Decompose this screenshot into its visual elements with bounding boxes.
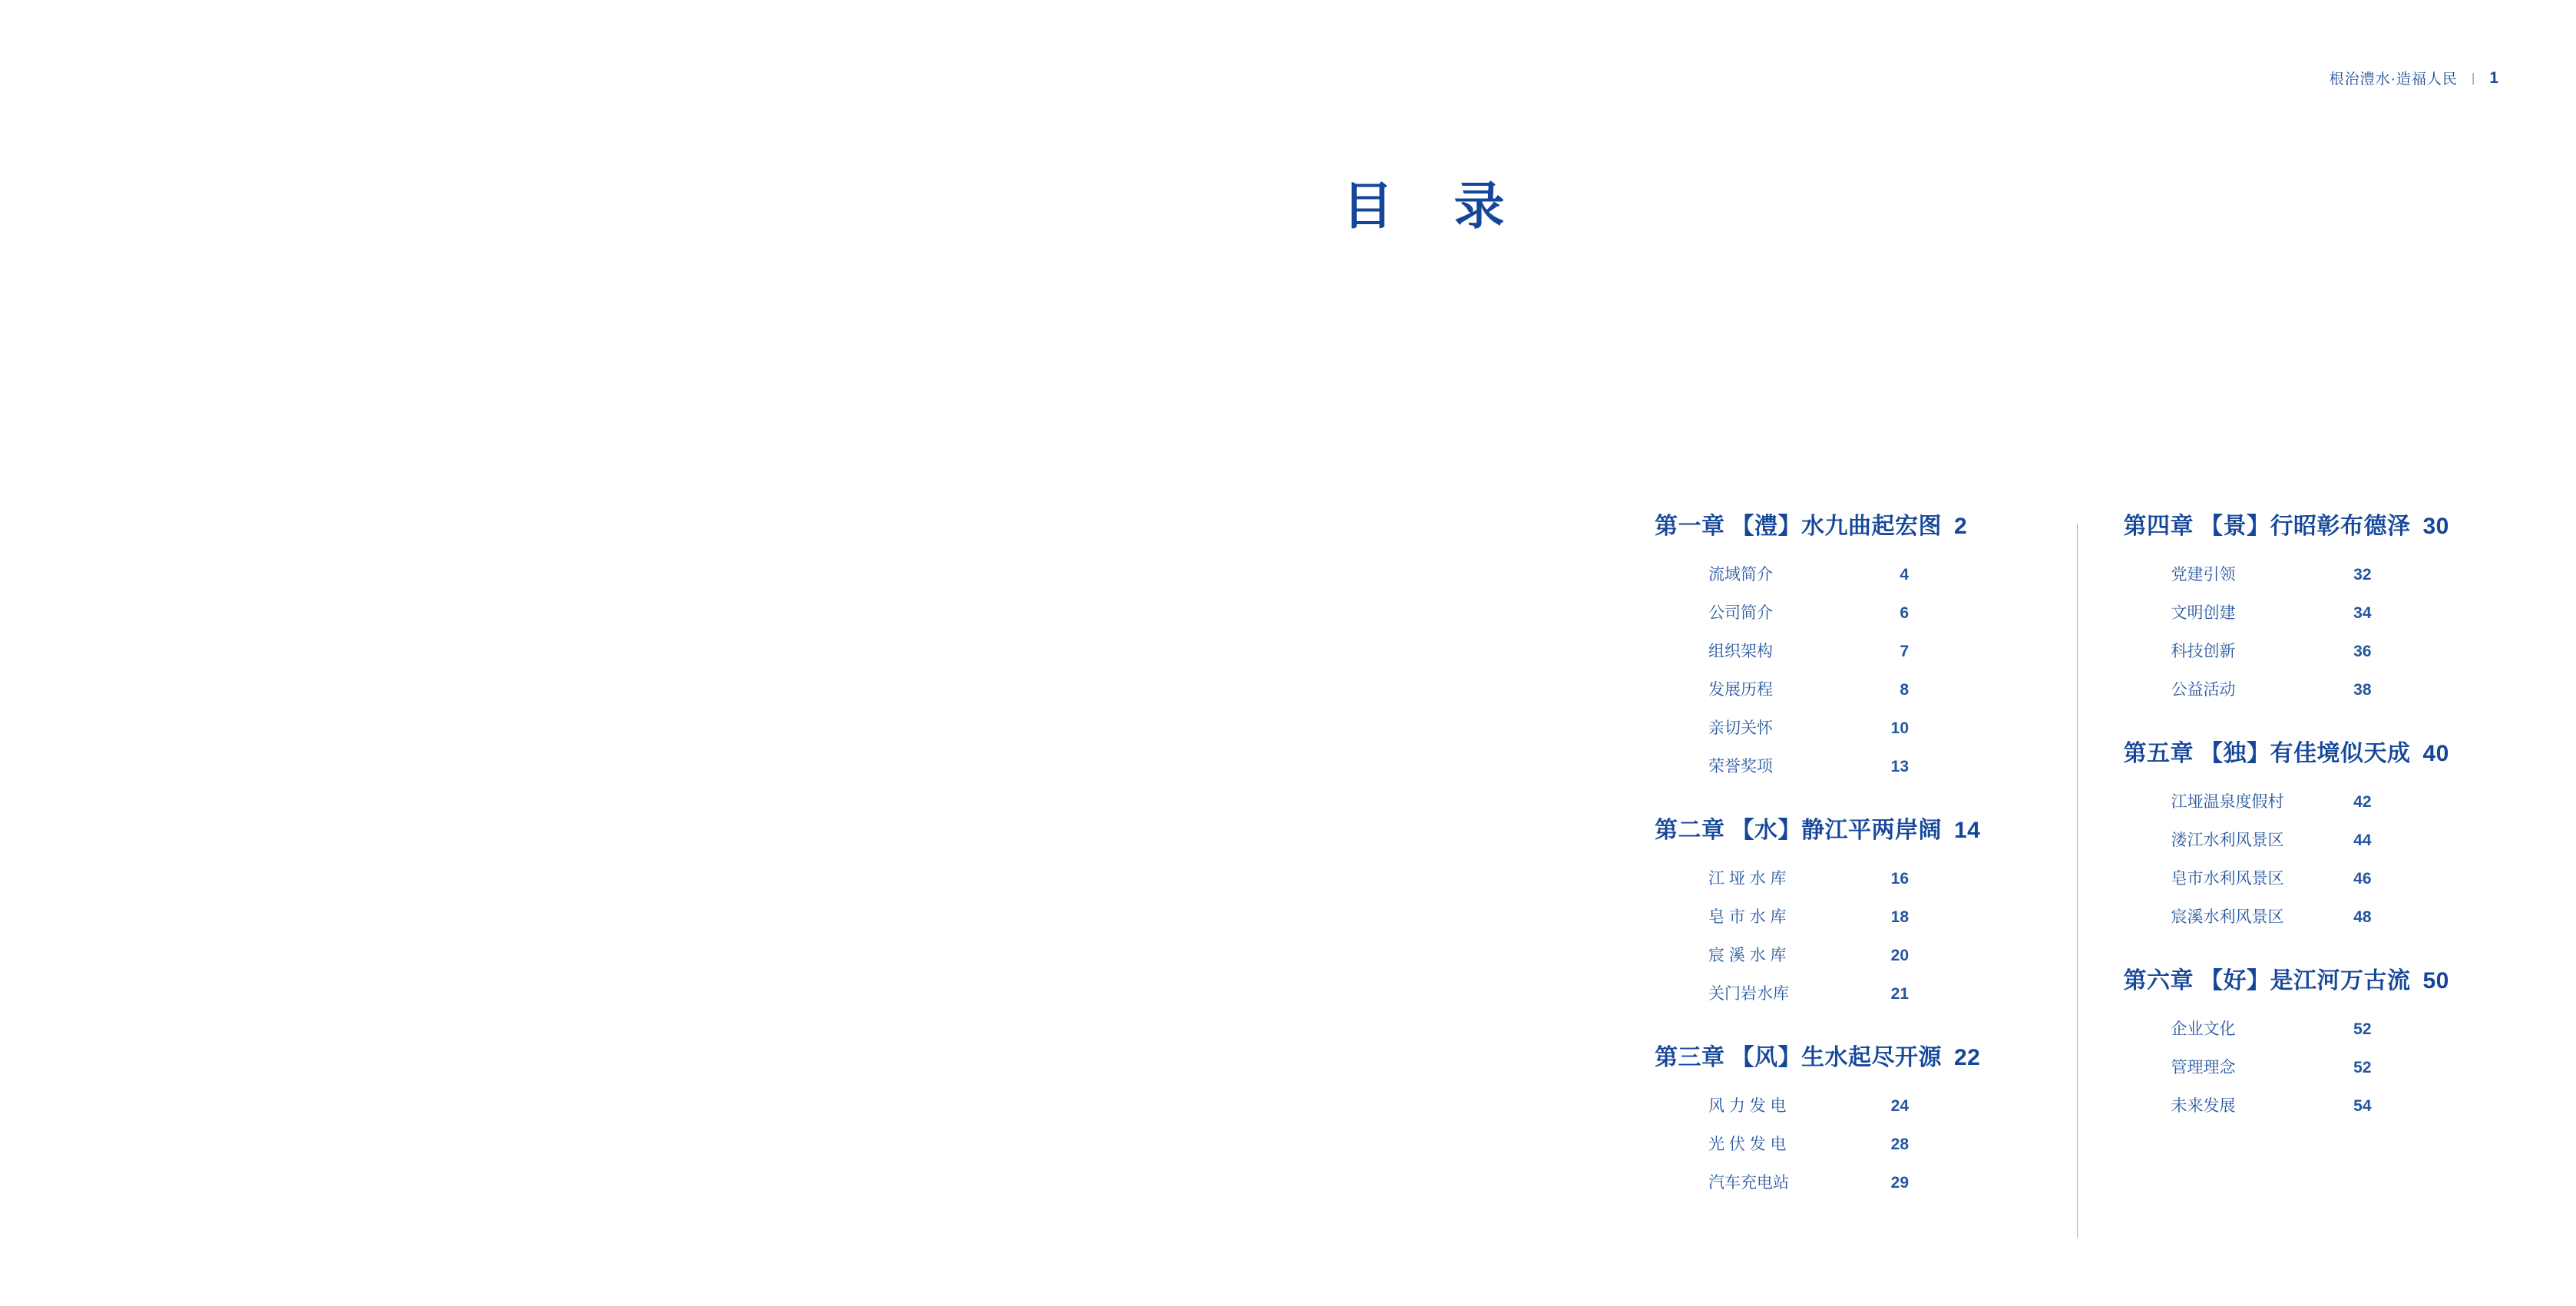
toc-entry-page: 44 <box>2353 832 2372 849</box>
toc-entry-label: 汽车充电站 <box>1708 1174 1789 1192</box>
toc-entry-page: 7 <box>1900 643 1909 660</box>
chapter-entries <box>2124 562 2515 700</box>
toc-entry[interactable] <box>2171 789 2515 812</box>
chapter-entries <box>1655 562 2046 777</box>
toc-entry-page: 8 <box>1900 681 1909 699</box>
toc-entry-page: 20 <box>1890 947 1909 964</box>
chapter-label: 第三章 <box>1655 1045 1725 1070</box>
running-header-page-number: 1 <box>2489 68 2499 87</box>
toc-entry[interactable] <box>1708 943 2046 966</box>
toc-entry-page: 29 <box>1890 1174 1909 1192</box>
toc-entry-page: 52 <box>2353 1020 2372 1038</box>
chapter-title: 【水】静江平两岸阔 <box>1731 818 1942 843</box>
toc-entry[interactable] <box>1708 866 2046 889</box>
chapter-heading[interactable] <box>2124 961 2515 995</box>
running-header-brand: 根治澧水·造福人民 <box>2329 71 2458 88</box>
toc-entry[interactable] <box>2171 828 2515 851</box>
toc-entry-page: 6 <box>1900 604 1909 622</box>
toc-entry[interactable] <box>1708 1093 2046 1116</box>
toc-entry[interactable] <box>1708 677 2046 700</box>
toc-entry[interactable] <box>2171 1093 2515 1116</box>
toc-entry-label: 公益活动 <box>2171 681 2236 699</box>
toc-entry-label: 江垭温泉度假村 <box>2171 793 2284 811</box>
toc-entry[interactable] <box>2171 677 2515 700</box>
chapter-label: 第二章 <box>1655 818 1725 843</box>
chapter-heading[interactable] <box>2124 507 2515 541</box>
toc-entry-page: 48 <box>2353 908 2372 926</box>
chapter-label: 第一章 <box>1655 514 1725 539</box>
chapter-entries <box>1655 1093 2046 1193</box>
toc-entry-page: 4 <box>1900 566 1909 584</box>
toc-entry-page: 54 <box>2353 1097 2372 1115</box>
chapter-heading[interactable] <box>1655 1038 2046 1072</box>
chapter-title: 【独】有佳境似天成 <box>2200 741 2411 766</box>
toc-entry-label: 光 伏 发 电 <box>1708 1136 1787 1153</box>
toc-entry[interactable] <box>2171 866 2515 889</box>
toc-entry[interactable] <box>2171 562 2515 585</box>
chapter-title: 【风】生水起尽开源 <box>1731 1045 1942 1070</box>
toc-entry-page: 18 <box>1890 908 1909 926</box>
toc-entry-page: 38 <box>2353 681 2372 699</box>
toc-entry-page: 13 <box>1890 758 1909 775</box>
chapter-heading[interactable] <box>1655 507 2046 541</box>
toc-entry-page: 42 <box>2353 793 2372 811</box>
toc-entry[interactable] <box>1708 716 2046 739</box>
toc-column-left <box>1655 507 2077 1193</box>
page-title: 目 录 <box>1342 177 1526 236</box>
toc-entry-label: 流域简介 <box>1708 566 1773 584</box>
chapter-label: 第四章 <box>2123 514 2194 539</box>
toc-entry-page: 52 <box>2353 1059 2372 1076</box>
toc-entry-label: 皂市水利风景区 <box>2171 870 2284 888</box>
toc-entry-label: 科技创新 <box>2171 643 2236 660</box>
toc-entry-label: 皂 市 水 库 <box>1708 908 1787 926</box>
chapter-entries <box>2124 1017 2515 1116</box>
toc-entry[interactable] <box>2171 639 2515 662</box>
toc-entry[interactable] <box>1708 600 2046 623</box>
chapter-block <box>2124 961 2515 1116</box>
toc-entry[interactable] <box>2171 1017 2515 1040</box>
toc-entry-label: 文明创建 <box>2171 604 2236 622</box>
chapter-entries <box>1655 866 2046 1004</box>
chapter-title: 【澧】水九曲起宏图 <box>1731 514 1942 539</box>
toc-entry[interactable] <box>1708 639 2046 662</box>
toc-entry-page: 10 <box>1890 719 1909 737</box>
toc-entry[interactable] <box>1708 1132 2046 1155</box>
toc-entry-label: 风 力 发 电 <box>1708 1097 1787 1115</box>
chapter-page-number: 40 <box>2422 741 2449 766</box>
toc-entry-page: 28 <box>1890 1136 1909 1153</box>
toc-entry-label: 企业文化 <box>2171 1020 2236 1038</box>
toc-entry[interactable] <box>1708 562 2046 585</box>
running-header <box>2330 68 2499 88</box>
chapter-page-number: 14 <box>1954 818 1981 843</box>
toc-entry-label: 亲切关怀 <box>1708 719 1773 737</box>
chapter-page-number: 50 <box>2422 968 2449 994</box>
toc-entry-page: 34 <box>2353 604 2372 622</box>
chapter-label: 第六章 <box>2123 968 2194 994</box>
toc-entry-label: 江 垭 水 库 <box>1708 870 1787 888</box>
chapter-heading[interactable] <box>1655 811 2046 845</box>
toc-entry[interactable] <box>2171 1055 2515 1078</box>
chapter-block <box>2124 734 2515 927</box>
chapter-entries <box>2124 789 2515 927</box>
toc-entry[interactable] <box>2171 904 2515 927</box>
toc-column-right <box>2078 507 2515 1116</box>
toc-entry-label: 溇江水利风景区 <box>2171 832 2284 849</box>
toc-entry[interactable] <box>1708 754 2046 777</box>
toc-entry-page: 16 <box>1890 870 1909 888</box>
chapter-block <box>2124 507 2515 700</box>
chapter-label: 第五章 <box>2123 741 2194 766</box>
toc-entry-label: 未来发展 <box>2171 1097 2236 1115</box>
toc-entry-label: 发展历程 <box>1708 681 1773 699</box>
chapter-page-number: 30 <box>2422 514 2449 539</box>
toc-entry[interactable] <box>1708 1170 2046 1193</box>
toc-entry[interactable] <box>2171 600 2515 623</box>
chapter-block <box>1655 811 2046 1004</box>
toc-entry-label: 党建引领 <box>2171 566 2236 584</box>
toc-entry-page: 46 <box>2353 870 2372 888</box>
toc-entry-page: 21 <box>1890 985 1909 1003</box>
chapter-block <box>1655 1038 2046 1193</box>
toc-entry-page: 36 <box>2353 643 2372 660</box>
running-header-separator: | <box>2471 70 2476 85</box>
toc-entry[interactable] <box>1708 981 2046 1004</box>
chapter-title: 【景】行昭彰布德泽 <box>2200 514 2411 539</box>
toc-entry-label: 公司简介 <box>1708 604 1773 622</box>
toc-entry-label: 荣誉奖项 <box>1708 758 1773 775</box>
table-of-contents <box>1655 507 2515 1238</box>
toc-entry-page: 32 <box>2353 566 2372 584</box>
toc-entry[interactable] <box>1708 904 2046 927</box>
toc-entry-label: 管理理念 <box>2171 1059 2236 1076</box>
toc-entry-label: 宸 溪 水 库 <box>1708 947 1787 964</box>
toc-entry-label: 关门岩水库 <box>1708 985 1789 1003</box>
toc-entry-label: 组织架构 <box>1708 643 1773 660</box>
chapter-block <box>1655 507 2046 777</box>
toc-entry-page: 24 <box>1890 1097 1909 1115</box>
chapter-page-number: 22 <box>1954 1045 1981 1070</box>
chapter-page-number: 2 <box>1954 514 1968 539</box>
chapter-title: 【好】是江河万古流 <box>2200 968 2411 994</box>
toc-entry-label: 宸溪水利风景区 <box>2171 908 2284 926</box>
chapter-heading[interactable] <box>2124 734 2515 768</box>
